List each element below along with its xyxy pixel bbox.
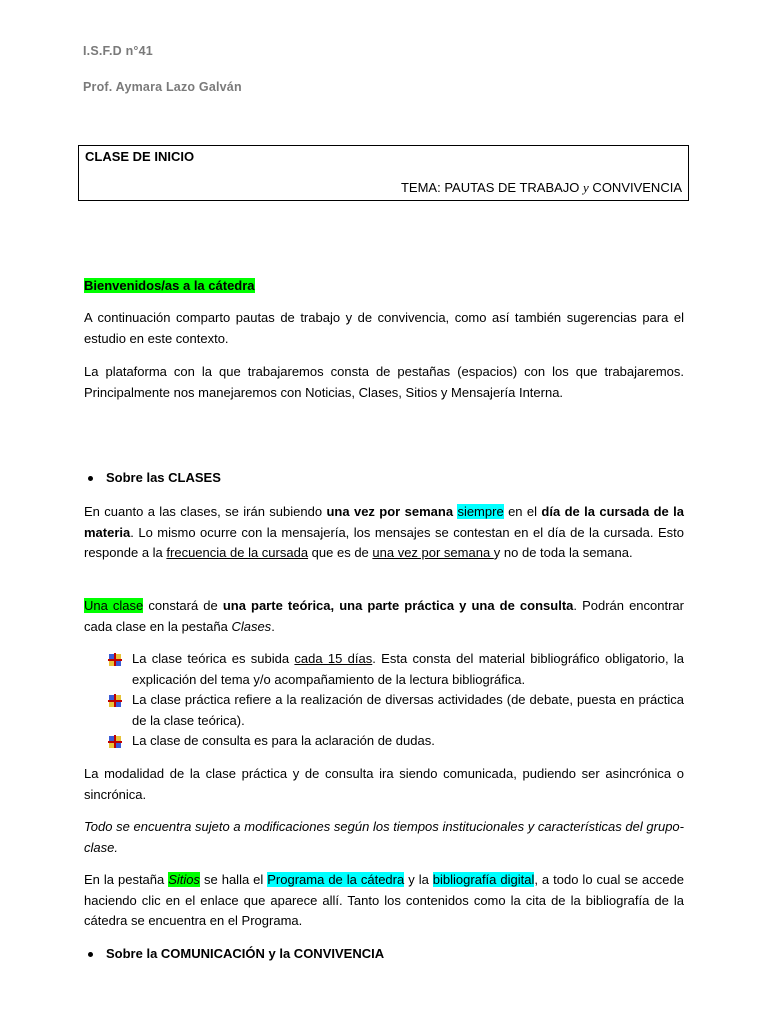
welcome-line [84, 276, 684, 297]
paragraph-clases [84, 502, 684, 564]
paragraph-sitios [84, 870, 684, 932]
text-run: que es de [308, 545, 373, 560]
topic-prefix: TEMA: PAUTAS DE TRABAJO [400, 180, 584, 195]
topic-y: y [583, 180, 589, 195]
list-item [108, 649, 684, 690]
text-run: La clase teórica es subida [132, 651, 295, 666]
bullet-dot [88, 476, 93, 481]
text-run: . Podrán encontrar cada clase en la pestaña [84, 598, 684, 634]
paragraph-platform: La plataforma con la que trabajaremos consta de pestañas (espacios) con los que trabajaremos. Principalmente nos manejaremos con Noticias, Clases, Sitios y Mensajería Interna. [84, 364, 684, 400]
bullet-dot [88, 952, 93, 957]
paragraph-intro: A continuación comparto pautas de trabajo y de convivencia, como así también sugerencias para el estudio en este contexto. [84, 310, 684, 346]
text-run: La clase práctica refiere a la realización de diversas actividades (de debate, puesta en práctica de la clase teórica). [132, 692, 684, 728]
quad-bullet-icon [108, 653, 122, 666]
underline-run: cada 15 días [294, 651, 373, 666]
highlight-una-clase: Una clase [84, 598, 144, 613]
text-run: En la pestaña [84, 872, 169, 887]
text-run: En cuanto a las clases, se irán subiendo [84, 504, 327, 519]
text-run: . Lo mismo ocurre con la mensajería, los mensajes se contestan en el día de la cursada. Esto responde a la [84, 524, 684, 560]
paragraph-modalidad: La modalidad de la clase práctica y de consulta ira siendo comunicada, pudiendo ser asincrónica o sincrónica. [84, 766, 684, 802]
bold-run: una parte teórica, una parte práctica y una de consulta [222, 598, 574, 613]
text-run: , a todo lo cual se accede haciendo clic en el enlace que aparece allí. Tanto los contenidos como la cita de la bibliografía de la cátedra se encuentra en el Programa. [84, 872, 684, 928]
highlight-siempre: siempre [457, 504, 504, 519]
text-run: y no de toda la semana. [493, 545, 633, 560]
bold-run: día de la cursada de la materia [84, 504, 684, 540]
italic-run: Clases [231, 618, 272, 634]
class-topic [401, 180, 682, 196]
underline-run: frecuencia de la cursada [166, 545, 309, 560]
paragraph-note: Todo se encuentra sujeto a modificaciones según los tiempos institucionales y características del grupo-clase. [84, 819, 684, 855]
title-box [78, 145, 689, 201]
paragraph-una-clase [84, 596, 684, 637]
highlight-bibliografia: bibliografía digital [432, 872, 535, 887]
text-run: . [271, 618, 275, 634]
class-title: CLASE DE INICIO [85, 149, 195, 164]
text-run: . Esta consta del material bibliográfico obligatorio, la explicación del tema y/o acompañamiento de la lectura bibliográfica. [132, 651, 684, 687]
underline-run: una vez por semana [372, 545, 494, 560]
text-run: constará de [143, 598, 223, 613]
institution-header: I.S.F.D n°41 [83, 44, 153, 58]
section-clases-heading [88, 470, 221, 485]
text-run: La clase de consulta es para la aclaración de dudas. [132, 733, 435, 748]
quad-bullet-icon [108, 735, 122, 748]
welcome-text: Bienvenidos/as a la cátedra [84, 278, 255, 293]
topic-suffix: CONVIVENCIA [588, 180, 682, 195]
quad-bullet-icon [108, 694, 122, 707]
section-comunicacion-label: Sobre la COMUNICACIÓN y la CONVIVENCIA [106, 946, 385, 961]
bold-run: una vez por semana [326, 504, 454, 519]
text-run: en el [503, 504, 542, 519]
text-run: y la [404, 872, 433, 887]
list-item [108, 690, 684, 731]
highlight-sitios: Sitios [168, 872, 201, 887]
section-clases-label: Sobre las CLASES [106, 470, 221, 485]
text-run: se halla el [200, 872, 268, 887]
highlight-programa: Programa de la cátedra [267, 872, 405, 887]
section-comunicacion-heading [88, 946, 384, 961]
professor-header: Prof. Aymara Lazo Galván [83, 80, 242, 94]
list-item [108, 731, 684, 752]
